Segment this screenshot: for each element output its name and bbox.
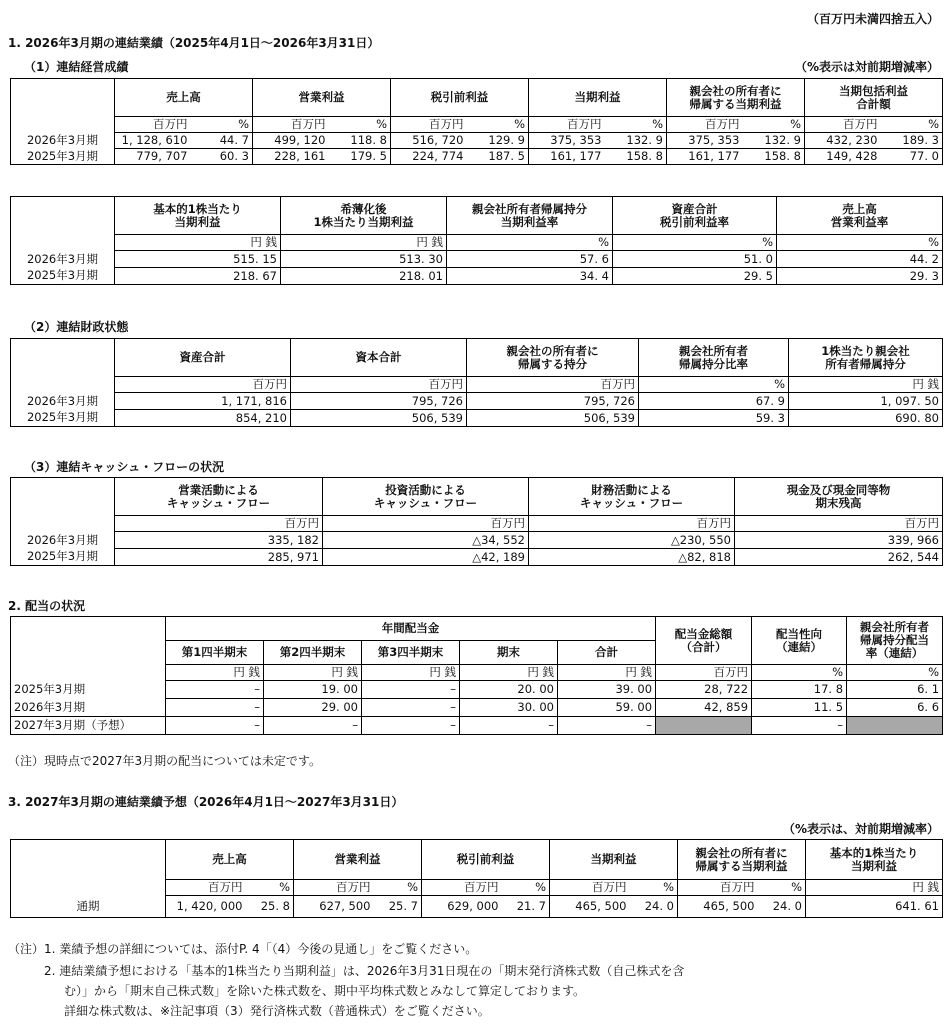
unit: 円 銭 bbox=[789, 377, 943, 393]
header-q2: 第2四半期末 bbox=[264, 641, 362, 665]
cell: 179. 5 bbox=[329, 149, 391, 165]
unit: % bbox=[777, 235, 943, 251]
footnote-1: （注）1. 業績予想の詳細については、添付P. 4「（4）今後の見通し」をご覧ください。 bbox=[8, 942, 478, 956]
corner-cell bbox=[11, 197, 115, 235]
unit: % bbox=[374, 880, 422, 896]
cell: 132. 9 bbox=[605, 133, 667, 149]
header-basic-eps: 基本的1株当たり 当期利益 bbox=[115, 197, 281, 235]
cell: 51. 0 bbox=[613, 251, 777, 268]
dividend-note: （注）現時点で2027年3月期の配当については未定です。 bbox=[8, 754, 321, 768]
row-label: 2026年3月期 bbox=[11, 532, 115, 549]
percent-note: （%表示は対前期増減率） bbox=[794, 60, 939, 74]
table-row bbox=[11, 133, 943, 149]
unit: 百万円 bbox=[115, 377, 291, 393]
unit: 円 銭 bbox=[460, 665, 558, 681]
unit: 百万円 bbox=[735, 516, 943, 532]
cell: 627, 500 bbox=[294, 896, 374, 918]
unit: 円 銭 bbox=[166, 665, 264, 681]
unit: 百万円 bbox=[115, 117, 191, 133]
unit: 百万円 bbox=[805, 117, 881, 133]
cell: 690. 80 bbox=[789, 410, 943, 427]
cell: 339, 966 bbox=[735, 532, 943, 549]
unit: % bbox=[752, 665, 847, 681]
unit: % bbox=[847, 665, 943, 681]
header-revenue: 売上高 bbox=[166, 840, 294, 880]
cell: 11. 5 bbox=[752, 699, 847, 717]
unit: 百万円 bbox=[529, 117, 605, 133]
cell: 218. 01 bbox=[281, 268, 447, 285]
header-profit-before-tax: 税引前利益 bbox=[391, 79, 529, 117]
cell: 60. 3 bbox=[191, 149, 253, 165]
cell: 42, 859 bbox=[656, 699, 752, 717]
section2-title: 2. 配当の状況 bbox=[8, 599, 86, 613]
cell: 218. 67 bbox=[115, 268, 281, 285]
forecast-table bbox=[10, 839, 943, 918]
cell: △42, 189 bbox=[323, 549, 529, 566]
header-equity-owners: 親会社の所有者に 帰属する持分 bbox=[467, 339, 639, 377]
corner-cell bbox=[11, 79, 115, 117]
corner-cell bbox=[11, 339, 115, 377]
header-operating-margin: 売上高 営業利益率 bbox=[777, 197, 943, 235]
section3-title: 3. 2027年3月期の連結業績予想（2026年4月1日～2027年3月31日） bbox=[8, 795, 404, 809]
table-row bbox=[11, 251, 943, 268]
cell: – bbox=[752, 717, 847, 735]
unit: 百万円 bbox=[678, 880, 758, 896]
unit: 百万円 bbox=[422, 880, 502, 896]
row-label: 2025年3月期 bbox=[11, 549, 115, 566]
cell: △34, 552 bbox=[323, 532, 529, 549]
unit: % bbox=[630, 880, 678, 896]
row-label: 2027年3月期（予想） bbox=[11, 717, 166, 735]
cell: 25. 7 bbox=[374, 896, 422, 918]
cell: 465, 500 bbox=[678, 896, 758, 918]
cell: 795, 726 bbox=[467, 393, 639, 410]
corner-cell bbox=[11, 617, 166, 641]
header-equity-ratio: 親会社所有者 帰属持分比率 bbox=[639, 339, 789, 377]
section1-title: 1. 2026年3月期の連結業績（2025年4月1日～2026年3月31日） bbox=[8, 36, 380, 50]
unit: 百万円 bbox=[115, 516, 323, 532]
unit: 円 銭 bbox=[558, 665, 656, 681]
dividends-table bbox=[10, 616, 943, 735]
cell: 854, 210 bbox=[115, 410, 291, 427]
cell: 29. 00 bbox=[264, 699, 362, 717]
cell: 6. 1 bbox=[847, 681, 943, 699]
header-profit-owners: 親会社の所有者に 帰属する当期利益 bbox=[678, 840, 806, 880]
cell: 28, 722 bbox=[656, 681, 752, 699]
cell: 59. 00 bbox=[558, 699, 656, 717]
forecast-percent-note: （%表示は、対前期増減率） bbox=[782, 822, 939, 836]
cell: 57. 6 bbox=[447, 251, 613, 268]
cell: 262, 544 bbox=[735, 549, 943, 566]
cell: 118. 8 bbox=[329, 133, 391, 149]
unit: % bbox=[502, 880, 550, 896]
cell: 44. 7 bbox=[191, 133, 253, 149]
row-label: 2025年3月期 bbox=[11, 268, 115, 285]
shaded-cell bbox=[847, 717, 943, 735]
cash-flow-table bbox=[10, 477, 943, 566]
cell: 795, 726 bbox=[291, 393, 467, 410]
cell: 187. 5 bbox=[467, 149, 529, 165]
row-label: 2026年3月期 bbox=[11, 699, 166, 717]
cell: 228, 161 bbox=[253, 149, 329, 165]
cell: 335, 182 bbox=[115, 532, 323, 549]
cell: 161, 177 bbox=[529, 149, 605, 165]
unit: 百万円 bbox=[656, 665, 752, 681]
subsection-cash-flow-title: （3）連結キャッシュ・フローの状況 bbox=[24, 460, 225, 474]
cell: – bbox=[460, 717, 558, 735]
cell: 779, 707 bbox=[115, 149, 191, 165]
row-label: 2026年3月期 bbox=[11, 251, 115, 268]
header-operating-profit: 営業利益 bbox=[253, 79, 391, 117]
unit: 百万円 bbox=[166, 880, 246, 896]
cell: 158. 8 bbox=[743, 149, 805, 165]
cell: 158. 8 bbox=[605, 149, 667, 165]
cell: 515. 15 bbox=[115, 251, 281, 268]
unit: % bbox=[881, 117, 943, 133]
cell: 161, 177 bbox=[667, 149, 743, 165]
row-label: 2025年3月期 bbox=[11, 149, 115, 165]
table-row bbox=[11, 149, 943, 165]
unit: % bbox=[467, 117, 529, 133]
cell: 629, 000 bbox=[422, 896, 502, 918]
cell: 44. 2 bbox=[777, 251, 943, 268]
unit: 百万円 bbox=[391, 117, 467, 133]
subsection-financial-position-title: （2）連結財政状態 bbox=[24, 320, 129, 334]
cell: 1, 097. 50 bbox=[789, 393, 943, 410]
row-label: 2025年3月期 bbox=[11, 410, 115, 427]
cell: 24. 0 bbox=[758, 896, 806, 918]
cell: △230, 550 bbox=[529, 532, 735, 549]
cell: 149, 428 bbox=[805, 149, 881, 165]
table-row bbox=[11, 393, 943, 410]
cell: 375, 353 bbox=[667, 133, 743, 149]
cell: 1, 128, 610 bbox=[115, 133, 191, 149]
cell: 59. 3 bbox=[639, 410, 789, 427]
unit: 百万円 bbox=[467, 377, 639, 393]
cell: △82, 818 bbox=[529, 549, 735, 566]
unit: % bbox=[613, 235, 777, 251]
table-row bbox=[11, 699, 943, 717]
cell: 24. 0 bbox=[630, 896, 678, 918]
table-row bbox=[11, 896, 943, 918]
cell: 6. 6 bbox=[847, 699, 943, 717]
header-roa: 資産合計 税引前利益率 bbox=[613, 197, 777, 235]
unit: % bbox=[246, 880, 294, 896]
unit: 百万円 bbox=[294, 880, 374, 896]
header-operating-cf: 営業活動による キャッシュ・フロー bbox=[115, 478, 323, 516]
unit: % bbox=[605, 117, 667, 133]
cell: 129. 9 bbox=[467, 133, 529, 149]
header-investing-cf: 投資活動による キャッシュ・フロー bbox=[323, 478, 529, 516]
per-share-ratios-table bbox=[10, 196, 943, 285]
header-total-equity: 資本合計 bbox=[291, 339, 467, 377]
subsection-operating-results-title: （1）連結経営成績 bbox=[24, 60, 129, 74]
cell: 67. 9 bbox=[639, 393, 789, 410]
footnote-2-cont: む）」から「期末自己株式数」を除いた株式数を、期中平均株式数とみなして算定しております。 bbox=[64, 984, 586, 998]
header-annual-dividends: 年間配当金 bbox=[166, 617, 656, 641]
cell: 506, 539 bbox=[467, 410, 639, 427]
cell: – bbox=[362, 681, 460, 699]
cell: 30. 00 bbox=[460, 699, 558, 717]
unit: 円 銭 bbox=[362, 665, 460, 681]
header-bps: 1株当たり親会社 所有者帰属持分 bbox=[789, 339, 943, 377]
cell: 17. 8 bbox=[752, 681, 847, 699]
header-total: 合計 bbox=[558, 641, 656, 665]
cell: 506, 539 bbox=[291, 410, 467, 427]
table-row bbox=[11, 717, 943, 735]
unit: 円 銭 bbox=[115, 235, 281, 251]
cell: – bbox=[166, 681, 264, 699]
footnote-2: 2. 連結業績予想における「基本的1株当たり当期利益」は、2026年3月31日現在の「期末発行済株式数（自己株式を含 bbox=[44, 964, 685, 978]
cell: 29. 5 bbox=[613, 268, 777, 285]
header-profit-owners: 親会社の所有者に 帰属する当期利益 bbox=[667, 79, 805, 117]
cell: 21. 7 bbox=[502, 896, 550, 918]
cell: 432, 230 bbox=[805, 133, 881, 149]
header-dividend-equity-ratio: 親会社所有者 帰属持分配当 率（連結） bbox=[847, 617, 943, 665]
header-q3: 第3四半期末 bbox=[362, 641, 460, 665]
cell: 465, 500 bbox=[550, 896, 630, 918]
cell: 132. 9 bbox=[743, 133, 805, 149]
cell: – bbox=[362, 699, 460, 717]
cell: 189. 3 bbox=[881, 133, 943, 149]
row-label: 2025年3月期 bbox=[11, 681, 166, 699]
cell: 513. 30 bbox=[281, 251, 447, 268]
unit: 円 銭 bbox=[281, 235, 447, 251]
unit: % bbox=[743, 117, 805, 133]
header-operating-profit: 営業利益 bbox=[294, 840, 422, 880]
cell: 19. 00 bbox=[264, 681, 362, 699]
cell: – bbox=[362, 717, 460, 735]
header-comprehensive-income: 当期包括利益 合計額 bbox=[805, 79, 943, 117]
cell: 25. 8 bbox=[246, 896, 294, 918]
unit: % bbox=[758, 880, 806, 896]
operating-results-table bbox=[10, 78, 943, 165]
cell: 375, 353 bbox=[529, 133, 605, 149]
corner-cell bbox=[11, 478, 115, 516]
header-revenue: 売上高 bbox=[115, 79, 253, 117]
cell: 20. 00 bbox=[460, 681, 558, 699]
shaded-cell bbox=[656, 717, 752, 735]
cell: 1, 171, 816 bbox=[115, 393, 291, 410]
cell: – bbox=[166, 717, 264, 735]
unit: 円 銭 bbox=[806, 880, 943, 896]
row-label: 2026年3月期 bbox=[11, 393, 115, 410]
header-total-dividends: 配当金総額 （合計） bbox=[656, 617, 752, 665]
header-payout-ratio: 配当性向 （連結） bbox=[752, 617, 847, 665]
cell: 39. 00 bbox=[558, 681, 656, 699]
cell: – bbox=[558, 717, 656, 735]
unit: 百万円 bbox=[323, 516, 529, 532]
unit: % bbox=[639, 377, 789, 393]
cell: 641. 61 bbox=[806, 896, 943, 918]
header-basic-eps: 基本的1株当たり 当期利益 bbox=[806, 840, 943, 880]
header-roe: 親会社所有者帰属持分 当期利益率 bbox=[447, 197, 613, 235]
cell: 29. 3 bbox=[777, 268, 943, 285]
unit: 百万円 bbox=[667, 117, 743, 133]
header-cash-end: 現金及び現金同等物 期末残高 bbox=[735, 478, 943, 516]
unit: % bbox=[447, 235, 613, 251]
cell: 499, 120 bbox=[253, 133, 329, 149]
cell: – bbox=[264, 717, 362, 735]
unit: % bbox=[329, 117, 391, 133]
row-label: 通期 bbox=[11, 896, 166, 918]
unit: 円 銭 bbox=[264, 665, 362, 681]
cell: 1, 420, 000 bbox=[166, 896, 246, 918]
table-row bbox=[11, 410, 943, 427]
unit: 百万円 bbox=[550, 880, 630, 896]
header-diluted-eps: 希薄化後 1株当たり当期利益 bbox=[281, 197, 447, 235]
header-profit-before-tax: 税引前利益 bbox=[422, 840, 550, 880]
header-total-assets: 資産合計 bbox=[115, 339, 291, 377]
table-row bbox=[11, 532, 943, 549]
unit: 百万円 bbox=[529, 516, 735, 532]
cell: 516, 720 bbox=[391, 133, 467, 149]
corner-cell bbox=[11, 840, 166, 880]
header-profit: 当期利益 bbox=[550, 840, 678, 880]
unit: 百万円 bbox=[291, 377, 467, 393]
header-financing-cf: 財務活動による キャッシュ・フロー bbox=[529, 478, 735, 516]
table-row bbox=[11, 681, 943, 699]
unit-note: （百万円未満四捨五入） bbox=[806, 12, 939, 26]
cell: 34. 4 bbox=[447, 268, 613, 285]
footnote-3: 詳細な株式数は、※注記事項（3）発行済株式数（普通株式）をご覧ください。 bbox=[64, 1004, 490, 1018]
table-row bbox=[11, 549, 943, 566]
unit: 百万円 bbox=[253, 117, 329, 133]
unit: % bbox=[191, 117, 253, 133]
cell: 77. 0 bbox=[881, 149, 943, 165]
header-year-end: 期末 bbox=[460, 641, 558, 665]
header-q1: 第1四半期末 bbox=[166, 641, 264, 665]
header-profit: 当期利益 bbox=[529, 79, 667, 117]
financial-position-table bbox=[10, 338, 943, 427]
row-label: 2026年3月期 bbox=[11, 133, 115, 149]
table-row bbox=[11, 268, 943, 285]
cell: – bbox=[166, 699, 264, 717]
cell: 224, 774 bbox=[391, 149, 467, 165]
cell: 285, 971 bbox=[115, 549, 323, 566]
